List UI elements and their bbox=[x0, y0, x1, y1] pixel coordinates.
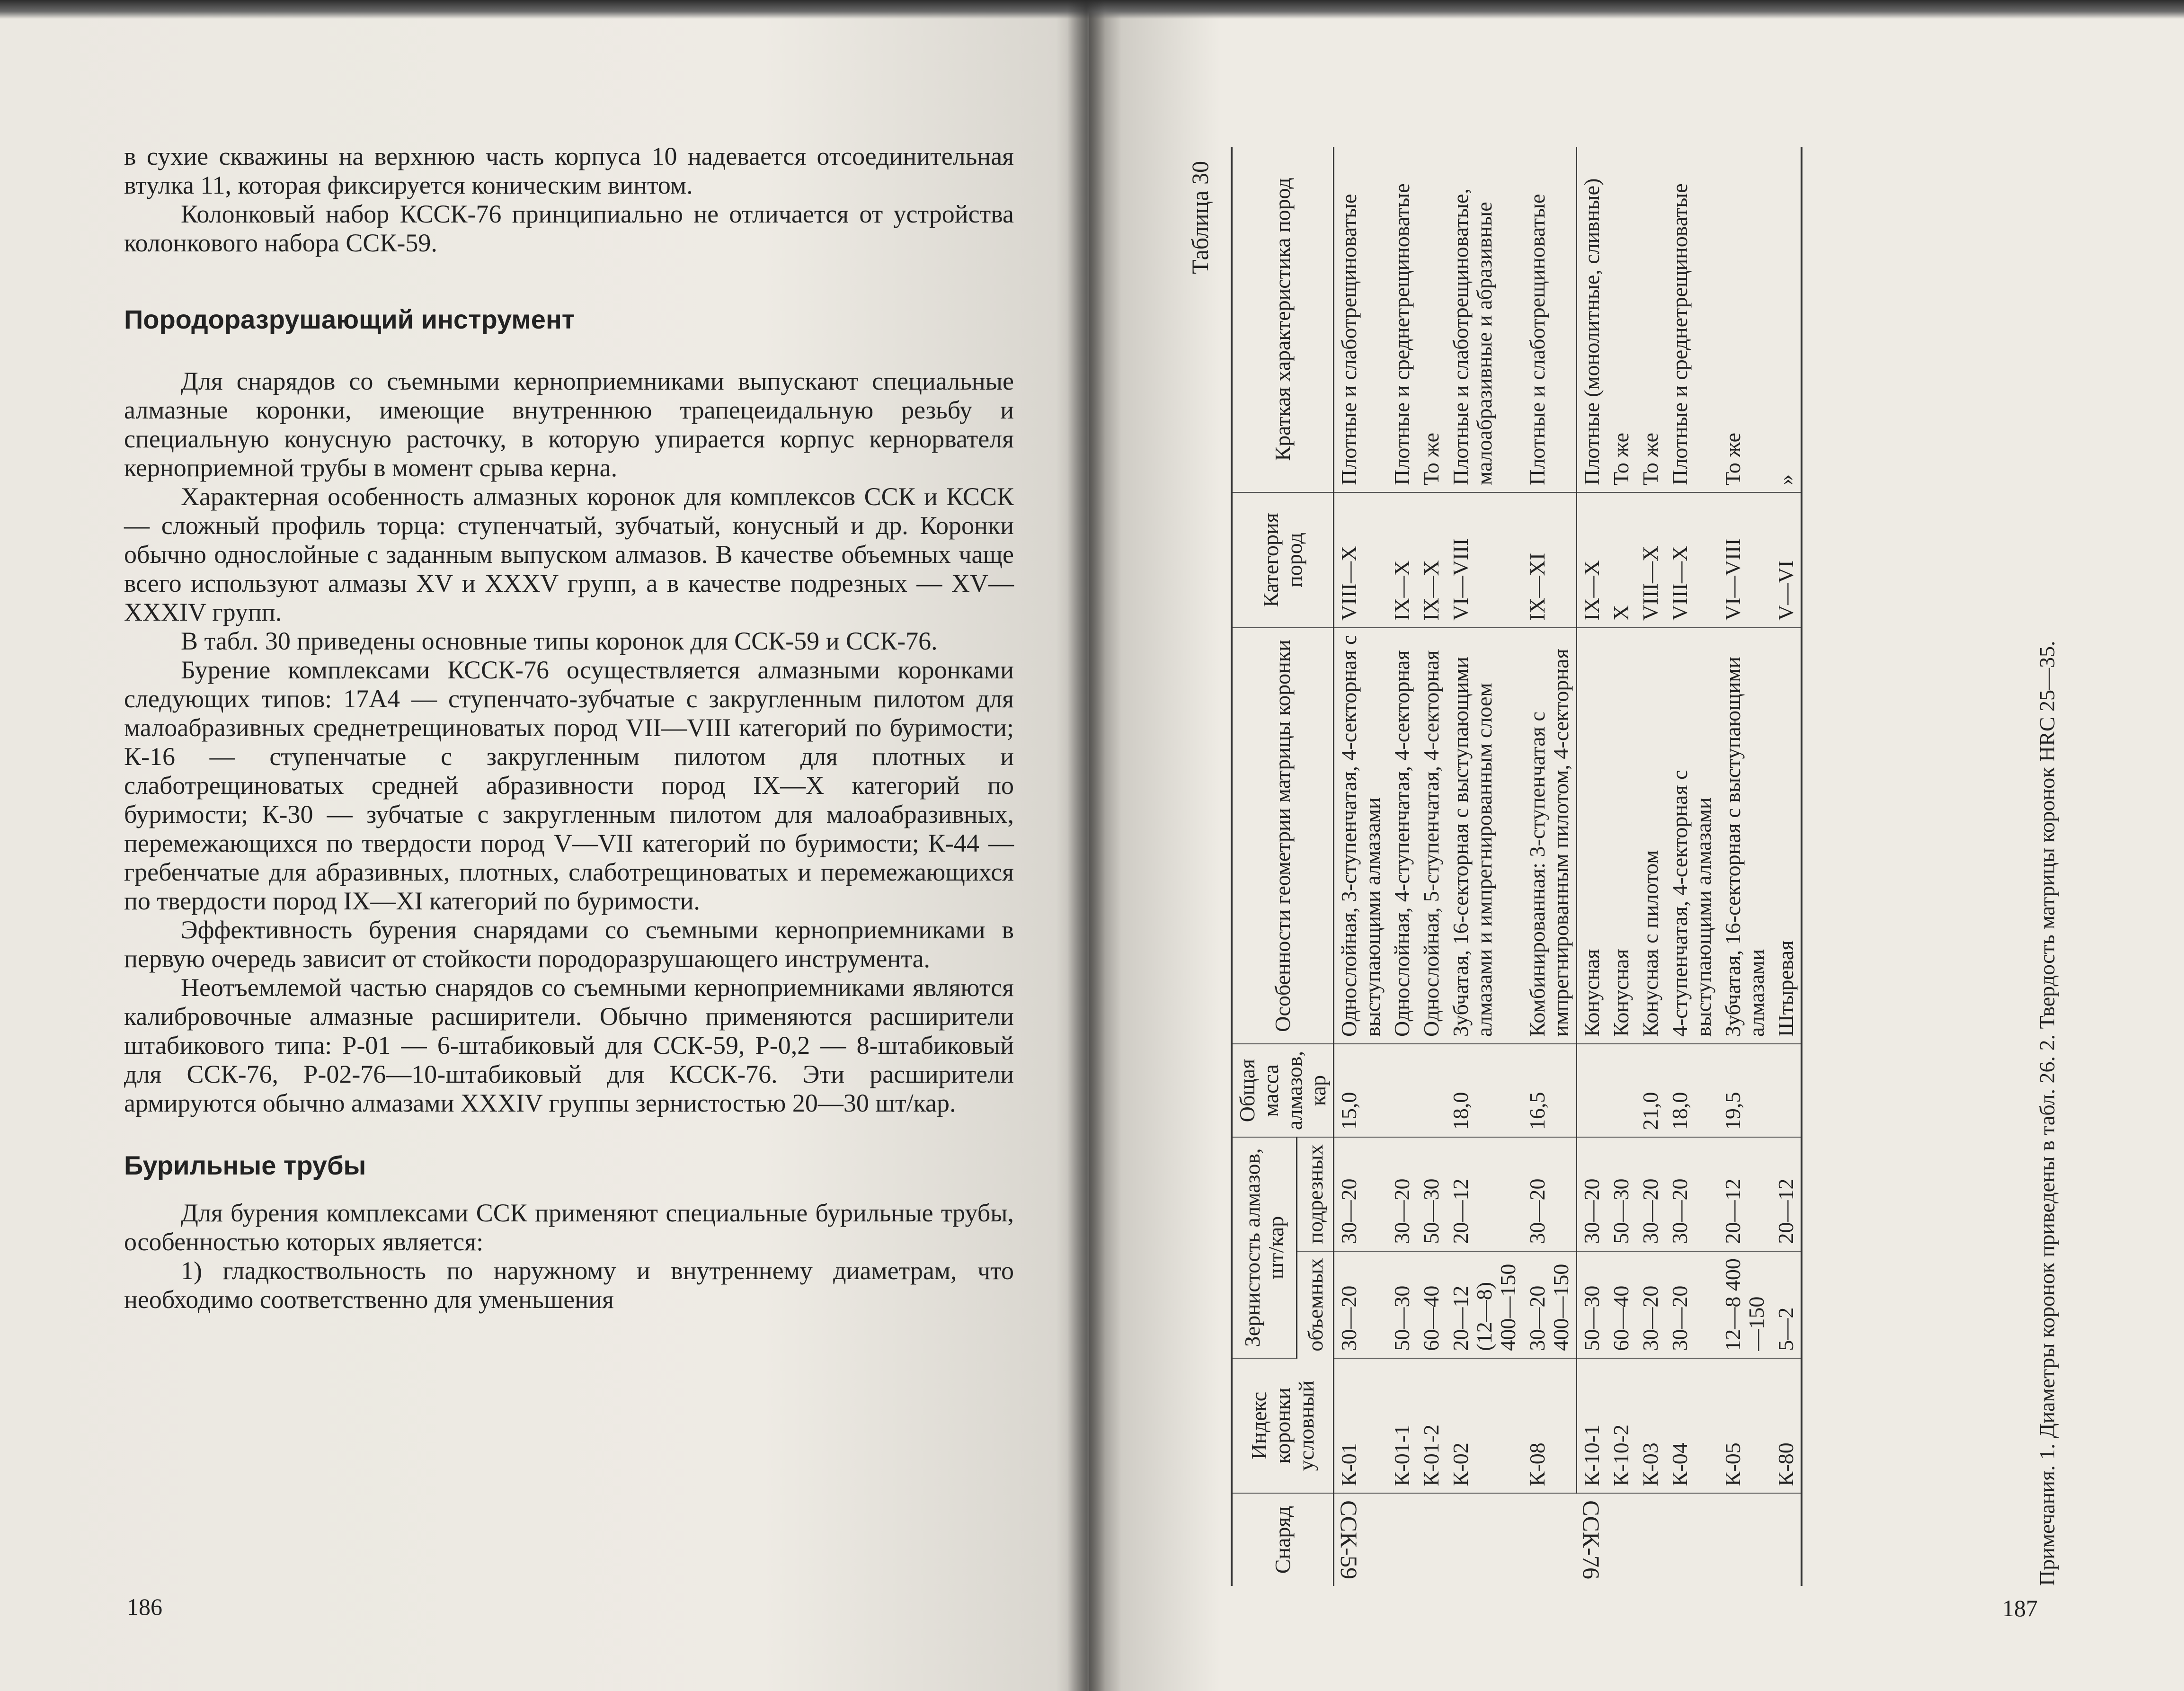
cell-category: VIII—X bbox=[1665, 492, 1718, 628]
cell-volume: 30—20 400—150 bbox=[1523, 1251, 1577, 1358]
cell-category: VI—VIII bbox=[1446, 492, 1523, 628]
header-index: Индекс коронки условный bbox=[1232, 1358, 1334, 1494]
paragraph: Характерная особенность алмазных коронок для комплексов ССК и КССК — сложный профиль торца: ступенчатый, зубчатый, конусный и др. Коронки обычно однослойные с заданным выпуском алмазов. В качестве объемных чаще всего используют алмазы XV и XXXV групп, а в качестве подрезных — XV—XXXIV групп. bbox=[124, 482, 1014, 626]
table-row bbox=[1636, 147, 1665, 1586]
cell-character: Плотные и слаботрещиноватые, малоабразивные и абразивные bbox=[1446, 147, 1523, 492]
cell-volume: 50—30 bbox=[1577, 1251, 1607, 1358]
cell-geometry: 4-ступенчатая, 4-секторная с выступающими алмазами bbox=[1665, 628, 1718, 1044]
table-row bbox=[1523, 147, 1577, 1586]
cell-mass: 18,0 bbox=[1665, 1044, 1718, 1137]
cell-volume: 12—8 400—150 bbox=[1718, 1251, 1771, 1358]
cell-mass bbox=[1577, 1044, 1607, 1137]
paragraph: Эффективность бурения снарядами со съемными керноприемниками в первую очередь зависит от стойкости породоразрушающего инструмента. bbox=[124, 916, 1014, 973]
cell-index: К-03 bbox=[1636, 1358, 1665, 1494]
cell-category: IX—XI bbox=[1523, 492, 1577, 628]
table-row bbox=[1577, 147, 1607, 1586]
cell-volume: 30—20 bbox=[1665, 1251, 1718, 1358]
cell-character: То же bbox=[1636, 147, 1665, 492]
crowns-table bbox=[1231, 147, 1802, 1586]
table-row bbox=[1446, 147, 1523, 1586]
cell-volume: 30—20 bbox=[1636, 1251, 1665, 1358]
cell-cutting: 30—20 bbox=[1636, 1137, 1665, 1251]
cell-character: То же bbox=[1718, 147, 1771, 492]
cell-volume: 30—20 bbox=[1334, 1251, 1388, 1358]
cell-cutting: 30—20 bbox=[1577, 1137, 1607, 1251]
cell-category: V—VI bbox=[1771, 492, 1802, 628]
cell-mass: 21,0 bbox=[1636, 1044, 1665, 1137]
cell-category: IX—X bbox=[1417, 492, 1446, 628]
cell-index: К-10-2 bbox=[1607, 1358, 1636, 1494]
cell-character: То же bbox=[1417, 147, 1446, 492]
cell-mass bbox=[1417, 1044, 1446, 1137]
cell-mass: 19,5 bbox=[1718, 1044, 1771, 1137]
cell-geometry: Однослойная, 4-ступенчатая, 4-секторная bbox=[1387, 628, 1417, 1044]
paragraph: В табл. 30 приведены основные типы коронок для ССК-59 и ССК-76. bbox=[181, 627, 938, 655]
header-grain: Зернистость алмазов, шт/кар bbox=[1232, 1137, 1297, 1358]
book-gutter bbox=[1067, 0, 1105, 1691]
cell-cutting: 20—12 bbox=[1446, 1137, 1523, 1251]
cell-character: То же bbox=[1607, 147, 1636, 492]
table-footnote: Примечания. 1. Диаметры коронок приведены в табл. 26. 2. Твердость матрицы коронок HRC 25—35. bbox=[2035, 641, 2059, 1586]
paragraph: в сухие скважины на верхнюю часть корпуса 10 надевается отсоединительная втулка 11, которая фиксируется коническим винтом. bbox=[124, 142, 1014, 199]
cell-geometry: Зубчатая, 16-секторная с выступающими алмазами bbox=[1718, 628, 1771, 1044]
cell-volume: 60—40 bbox=[1607, 1251, 1636, 1358]
section-heading-pipes: Бурильные трубы bbox=[124, 1150, 366, 1180]
paragraph: Для снарядов со съемными керноприемниками выпускают специальные алмазные коронки, имеющие внутреннюю трапецеидальную резьбу и специальную конусную расточку, в которую упирается корпус кернорвателя керноприемной трубы в момент срыва керна. bbox=[124, 367, 1014, 482]
paragraph: Колонковый набор КССК-76 принципиально не отличается от устройства колонкового набора ССК-59. bbox=[124, 200, 1014, 257]
cell-character: Плотные (монолитные, сливные) bbox=[1577, 147, 1607, 492]
cell-mass: 18,0 bbox=[1446, 1044, 1523, 1137]
cell-volume: 20—12 (12—8) 400—150 bbox=[1446, 1251, 1523, 1358]
header-geometry: Особенности геометрии матрицы коронки bbox=[1232, 628, 1334, 1044]
paragraph: Неотъемлемой частью снарядов со съемными керноприемниками являются калибровочные алмазные расширители. Обычно применяются расширители штабикового типа: Р-01 — 6-штабиковый для ССК-59, Р-0,2 — 8-штабиковый для ССК-76, Р-02-76—10-штабиковый для КССК-76. Эти расширители армируются обычно алмазами XXXIV группы зернистостью 20—30 шт/кар. bbox=[124, 973, 1014, 1117]
cell-character: » bbox=[1771, 147, 1802, 492]
cell-character: Плотные и слаботрещиноватые bbox=[1523, 147, 1577, 492]
cell-cutting: 30—20 bbox=[1665, 1137, 1718, 1251]
paragraph: Для бурения комплексами ССК применяют специальные бурильные трубы, особенностью которых является: bbox=[124, 1199, 1014, 1256]
cell-cutting: 50—30 bbox=[1417, 1137, 1446, 1251]
cell-index: К-08 bbox=[1523, 1358, 1577, 1494]
header-volume: объемных bbox=[1297, 1251, 1334, 1358]
table-row bbox=[1334, 147, 1388, 1586]
page-number-left: 186 bbox=[127, 1593, 162, 1620]
cell-character: Плотные и среднетрещиноватые bbox=[1665, 147, 1718, 492]
cell-mass bbox=[1771, 1044, 1802, 1137]
cell-mass bbox=[1387, 1044, 1417, 1137]
cell-index: К-01-2 bbox=[1417, 1358, 1446, 1494]
cell-category: VIII—X bbox=[1334, 492, 1388, 628]
cell-geometry: Зубчатая, 16-секторная с выступающими алмазами и импрегнированным слоем bbox=[1446, 628, 1523, 1044]
paragraph: 1) гладкоствольность по наружному и внутреннему диаметрам, что необходимо соответственно для уменьшения bbox=[124, 1256, 1014, 1314]
cell-cutting: 30—20 bbox=[1387, 1137, 1417, 1251]
cell-geometry: Конусная bbox=[1607, 628, 1636, 1044]
header-category: Категория пород bbox=[1232, 492, 1334, 628]
cell-geometry: Комбинированная: 3-ступенчатая с импрегнированным пилотом, 4-секторная bbox=[1523, 628, 1577, 1044]
table-title: Таблица 30 bbox=[1187, 161, 1213, 274]
table-row bbox=[1718, 147, 1771, 1586]
table-row bbox=[1665, 147, 1718, 1586]
cell-volume: 50—30 bbox=[1387, 1251, 1417, 1358]
header-snaryad: Снаряд bbox=[1232, 1493, 1334, 1586]
header-cutting: подрезных bbox=[1297, 1137, 1334, 1251]
group-label-ssk76: ССК-76 bbox=[1578, 1500, 1605, 1579]
cell-cutting: 50—30 bbox=[1607, 1137, 1636, 1251]
cell-category: VIII—X bbox=[1636, 492, 1665, 628]
cell-index: К-80 bbox=[1771, 1358, 1802, 1494]
cell-index: К-04 bbox=[1665, 1358, 1718, 1494]
table-row bbox=[1417, 147, 1446, 1586]
cell-volume: 60—40 bbox=[1417, 1251, 1446, 1358]
cell-index: К-02 bbox=[1446, 1358, 1523, 1494]
cell-index: К-01-1 bbox=[1387, 1358, 1417, 1494]
left-page-text bbox=[124, 142, 1014, 1314]
cell-geometry: Штыревая bbox=[1771, 628, 1802, 1044]
cell-character: Плотные и среднетрещиноватые bbox=[1387, 147, 1417, 492]
header-character: Краткая характеристика пород bbox=[1232, 147, 1334, 492]
table-row bbox=[1387, 147, 1417, 1586]
table-row bbox=[1771, 147, 1802, 1586]
cell-volume: 5—2 bbox=[1771, 1251, 1802, 1358]
cell-geometry: Конусная bbox=[1577, 628, 1607, 1044]
cell-category: IX—X bbox=[1577, 492, 1607, 628]
cell-cutting: 20—12 bbox=[1718, 1137, 1771, 1251]
cell-character: Плотные и слаботрещиноватые bbox=[1334, 147, 1388, 492]
cell-geometry: Конусная с пилотом bbox=[1636, 628, 1665, 1044]
cell-category: X bbox=[1607, 492, 1636, 628]
cell-mass: 16,5 bbox=[1523, 1044, 1577, 1137]
cell-index: К-05 bbox=[1718, 1358, 1771, 1494]
cell-mass: 15,0 bbox=[1334, 1044, 1388, 1137]
rotated-table-block bbox=[1188, 147, 2069, 1586]
table-row bbox=[1607, 147, 1636, 1586]
cell-cutting: 30—20 bbox=[1523, 1137, 1577, 1251]
paragraph: Бурение комплексами КССК-76 осуществляется алмазными коронками следующих типов: 17А4 — ступенчато-зубчатые с закругленным пилотом для малоабразивных среднетрещиноватых пород VII—VIII категорий по буримости; К-16 — ступенчатые с закругленным пилотом для плотных и слаботрещиноватых средней абразивности пород IX—X категорий по буримости; К-30 — зубчатые с закругленным пилотом для малоабразивных, перемежающихся по твердости пород V—VII категорий по буримости; К-44 — гребенчатые для абразивных, плотных, слаботрещиноватых и перемежающихся по твердости пород IX—XI категорий по буримости. bbox=[124, 656, 1014, 915]
cell-geometry: Однослойная, 3-ступенчатая, 4-секторная с выступающими алмазами bbox=[1334, 628, 1388, 1044]
cell-category: IX—X bbox=[1387, 492, 1417, 628]
section-heading-tools: Породоразрушающий инструмент bbox=[124, 304, 575, 334]
cell-geometry: Однослойная, 5-ступенчатая, 4-секторная bbox=[1417, 628, 1446, 1044]
cell-category: VI—VIII bbox=[1718, 492, 1771, 628]
cell-mass bbox=[1607, 1044, 1636, 1137]
cell-index: К-01 bbox=[1334, 1358, 1388, 1494]
cell-cutting: 20—12 bbox=[1771, 1137, 1802, 1251]
page-number-right: 187 bbox=[2002, 1595, 2038, 1621]
cell-cutting: 30—20 bbox=[1334, 1137, 1388, 1251]
cell-index: К-10-1 bbox=[1577, 1358, 1607, 1494]
group-label-ssk59: ССК-59 bbox=[1336, 1500, 1362, 1579]
left-page bbox=[0, 0, 1089, 1691]
header-mass: Общая масса алмазов, кар bbox=[1232, 1044, 1334, 1137]
